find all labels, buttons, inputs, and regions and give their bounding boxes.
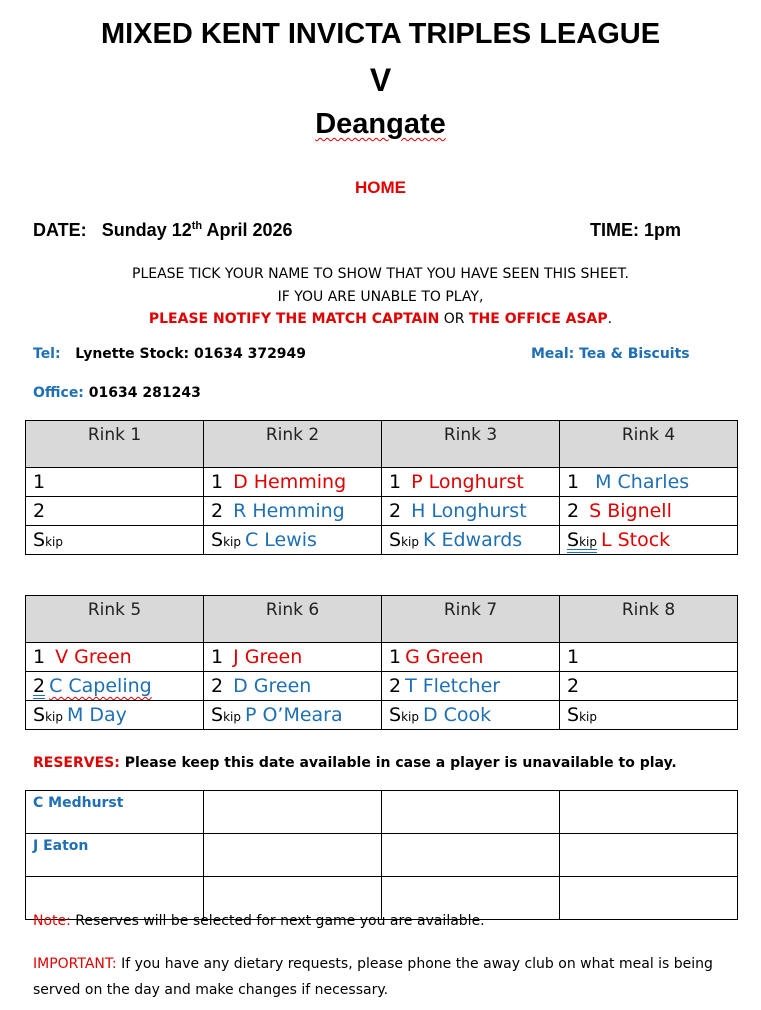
notice-line-2: IF YOU ARE UNABLE TO PLAY, [277, 288, 484, 305]
venue-label: HOME [355, 178, 406, 197]
table-row [26, 791, 738, 834]
rink-3-header: Rink 3 [382, 421, 560, 468]
rink-4-skip: Skip L Stock [560, 526, 738, 555]
match-date: DATE: Sunday 12th April 2026 [33, 220, 293, 240]
rink-8-header: Rink 8 [560, 596, 738, 643]
rink-2-header: Rink 2 [204, 421, 382, 468]
rink-5-second: 2 C Capeling [26, 672, 204, 701]
match-time: TIME: 1pm [590, 220, 682, 240]
important-note: IMPORTANT: If you have any dietary requests, please phone the away club on what meal is being served on the day and make changes if necessary. [33, 956, 713, 998]
reserve-cell [204, 791, 382, 834]
rink-3-skip: Skip K Edwards [382, 526, 560, 555]
rinks-table-2 [25, 595, 738, 730]
rink-1-skip: Skip [26, 526, 204, 555]
rink-4-header: Rink 4 [560, 421, 738, 468]
rink-6-second: 2 D Green [204, 672, 382, 701]
league-title: MIXED KENT INVICTA TRIPLES LEAGUE [100, 18, 661, 50]
rink-4-second: 2 S Bignell [560, 497, 738, 526]
rink-1-header: Rink 1 [26, 421, 204, 468]
opponent-name: Deangate [315, 108, 446, 140]
rink-6-lead: 1 J Green [204, 643, 382, 672]
note-line: Note: Reserves will be selected for next game you are available. [33, 913, 485, 929]
notice-line-1: PLEASE TICK YOUR NAME TO SHOW THAT YOU HAVE SEEN THIS SHEET. [132, 266, 629, 282]
rink-6-header: Rink 6 [204, 596, 382, 643]
table-row [26, 834, 738, 877]
reserve-cell [560, 791, 738, 834]
rinks-table-1 [25, 420, 738, 555]
rink-8-lead: 1 [560, 643, 738, 672]
meal-info: Meal: Tea & Biscuits [531, 346, 690, 362]
table-row [26, 701, 738, 730]
table-row [26, 526, 738, 555]
reserve-name: J Eaton [26, 834, 204, 877]
rink-7-lead: 1 G Green [382, 643, 560, 672]
table-row [26, 672, 738, 701]
rink-8-second: 2 [560, 672, 738, 701]
notice-block [0, 263, 761, 331]
table-row [26, 468, 738, 497]
table-header-row [26, 421, 738, 468]
rink-6-skip: Skip P O’Meara [204, 701, 382, 730]
table-row [26, 497, 738, 526]
reserve-cell [560, 877, 738, 920]
office-line: Office: 01634 281243 [33, 385, 201, 401]
reserves-table [25, 790, 738, 920]
rink-1-second: 2 [26, 497, 204, 526]
telephone-line: Tel: Lynette Stock: 01634 372949 [33, 346, 307, 362]
rink-2-second: 2 R Hemming [204, 497, 382, 526]
rink-7-header: Rink 7 [382, 596, 560, 643]
reserve-cell [204, 834, 382, 877]
rink-2-skip: Skip C Lewis [204, 526, 382, 555]
reserve-cell [560, 834, 738, 877]
rink-4-lead: 1 M Charles [560, 468, 738, 497]
rink-8-skip: Skip [560, 701, 738, 730]
rink-2-lead: 1 D Hemming [204, 468, 382, 497]
reserves-heading: RESERVES: Please keep this date available in case a player is unavailable to play. [33, 755, 677, 771]
table-row [26, 643, 738, 672]
rink-3-lead: 1 P Longhurst [382, 468, 560, 497]
rink-3-second: 2 H Longhurst [382, 497, 560, 526]
rink-1-lead: 1 [26, 468, 204, 497]
rink-7-second: 2 T Fletcher [382, 672, 560, 701]
rink-5-lead: 1 V Green [26, 643, 204, 672]
rink-5-skip: Skip M Day [26, 701, 204, 730]
notice-line-3: PLEASE NOTIFY THE MATCH CAPTAIN OR THE OFFICE ASAP. [148, 311, 613, 327]
reserve-cell [382, 791, 560, 834]
table-header-row [26, 596, 738, 643]
rink-5-header: Rink 5 [26, 596, 204, 643]
reserve-name: C Medhurst [26, 791, 204, 834]
reserve-cell [382, 834, 560, 877]
versus-label: V [369, 62, 392, 98]
rink-7-skip: Skip D Cook [382, 701, 560, 730]
